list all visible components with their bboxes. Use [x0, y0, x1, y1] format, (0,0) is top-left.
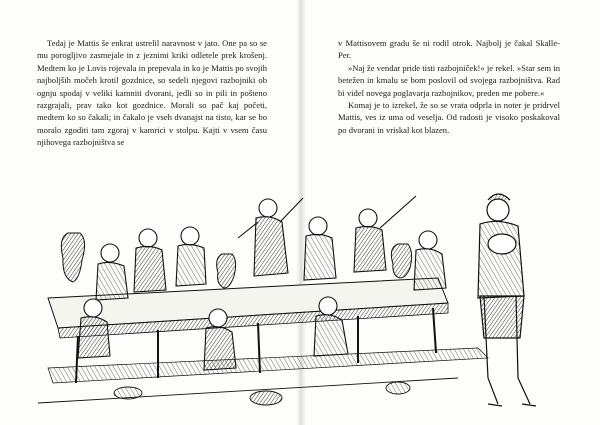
feast-of-robbers-illustration [18, 178, 578, 418]
right-paragraph-2: »Naj že vendar pride tisti razbojniček!« je rekel. »Star sem in betežen in kmalu se bom poslovil od svojega razbojništva. Rad bi videl novega poglavarja razbojnikov, preden me pobere.« [338, 62, 560, 98]
floor-objects [38, 378, 458, 405]
feast-illustration [18, 178, 578, 418]
left-paragraph-1: Tedaj je Mattis še enkrat ustrelil naravnost v jato. One pa so se mu porogljivo zasmejale in z jeznimi kriki odletele prek krošenj. Medtem ko je Lovis rojevala in prepevala in ko je Mattis po svojih najboljših močeh krotil gozdnice, so sedeli njegovi razbojniki ob ognju spodaj v veliki kamniti dvorani, jedli so in pili in poštenо razgrajali, prav tako kot gozdnice. Morali so pač kaj početi, medtem ko so čakali; in čakalo je vseh dvanajst na tisto, kar se bo moralo zgoditi tam zgoraj v kamrici v stolpu. Kajti v vsem času njihovega razbojništva se [37, 38, 267, 148]
right-paragraph-1: v Mattisovem gradu še ni rodil otrok. Najbolj je čakal Skalle-Per. [338, 38, 560, 61]
right-paragraph-3: Komaj je to izrekel, že so se vrata odprla in noter je pridrvel Mattis, ves iz uma od veselja. Od radosti je visoko poskakoval po dvorani in vriskal kot blazen. [338, 100, 560, 135]
mattis-figure [478, 194, 536, 406]
left-page-text [37, 37, 267, 149]
right-page-text [338, 37, 560, 136]
